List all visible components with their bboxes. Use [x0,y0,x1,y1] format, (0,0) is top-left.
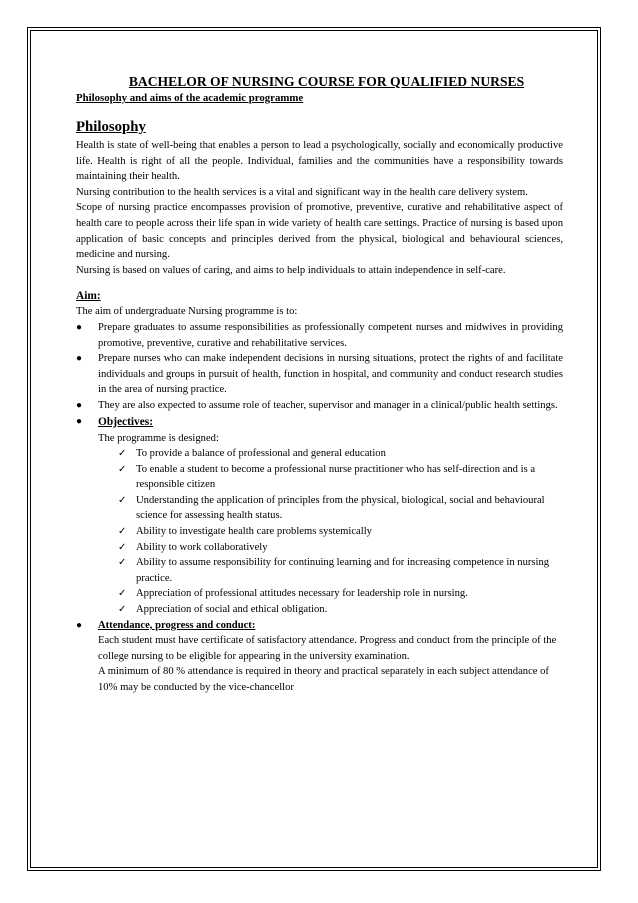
objective-text: To provide a balance of professional and general education [136,448,386,460]
aim-heading: Aim: [76,290,101,303]
objective-item [118,524,563,540]
aim-item [76,320,563,351]
attendance-paragraph: A minimum of 80 % attendance is required in theory and practical separately in each subject attendance of 10% may be conducted by the vice-chancellor [98,666,549,693]
checkmark-icon: ✓ [118,604,127,616]
objective-item [118,586,563,602]
aim-item [76,398,563,414]
aim-intro: The aim of undergraduate Nursing programme is to: [76,306,298,318]
attendance-heading: Attendance, progress and conduct: [98,619,256,631]
objective-item [118,493,563,524]
objective-text: Ability to work collaboratively [136,541,268,553]
objectives-heading: Objectives: [98,415,154,428]
philosophy-paragraph: Nursing contribution to the health services is a vital and significant way in the health care delivery system. [76,186,528,198]
document-subtitle: Philosophy and aims of the academic programme [76,92,304,104]
document-title: BACHELOR OF NURSING COURSE FOR QUALIFIED NURSES [128,74,525,89]
objective-text: Appreciation of social and ethical obligation. [136,604,328,616]
checkmark-icon: ✓ [118,494,127,506]
objective-item [118,540,563,556]
aim-item-text: They are also expected to assume role of teacher, supervisor and manager in a clinical/public health settings. [98,399,558,411]
aim-item [76,351,563,398]
objective-item [118,446,563,462]
attendance-section [76,618,563,696]
checkmark-icon: ✓ [118,526,127,538]
aim-list [76,320,563,414]
bullet-dot-icon: ● [76,619,83,631]
objectives-section [76,414,563,618]
objective-text: To enable a student to become a professional nurse practitioner who has self-direction and is a responsible citizen [136,463,536,491]
sections-list [76,414,563,696]
philosophy-heading: Philosophy [76,119,146,135]
objective-text: Understanding the application of principles from the physical, biological, social and behavioural science for assessing health status. [136,494,545,522]
checkmark-icon: ✓ [118,463,127,475]
philosophy-paragraph: Scope of nursing practice encompasses provision of promotive, preventive, curative and rehabilitative aspect of health care to people across their life span in wide variety of health care settings. Practice of nursing is based upon application of basic concepts and principles derived from the physical, biological and behavioural sciences, medicine and nursing. [76,202,563,261]
objectives-intro: The programme is designed: [98,432,219,444]
bullet-dot-icon: ● [76,353,83,365]
checkmark-icon: ✓ [118,557,127,569]
checkmark-icon: ✓ [118,541,127,553]
philosophy-paragraph: Nursing is based on values of caring, and aims to help individuals to attain independence in self-care. [76,264,506,276]
objective-item [118,602,563,618]
objective-text: Ability to investigate health care problems systemically [136,526,372,538]
objectives-list [98,446,563,618]
philosophy-paragraph: Health is state of well-being that enables a person to lead a psychologically, socially and economically productive life. Health is right of all the people. Individual, families and the communities have a responsibility towards maintaining their health. [76,140,563,183]
objective-text: Ability to assume responsibility for continuing learning and for increasing competence in nursing practice. [136,557,550,584]
document-body [76,70,563,696]
objective-text: Appreciation of professional attitudes necessary for leadership role in nursing. [136,588,468,600]
bullet-dot-icon: ● [76,321,83,333]
bullet-dot-icon: ● [76,399,83,411]
checkmark-icon: ✓ [118,448,127,460]
attendance-paragraph: Each student must have certificate of satisfactory attendance. Progress and conduct from the principle of the college nursing to be eligible for appearing in the university examination. [98,635,557,662]
objective-item [118,555,563,586]
objective-item [118,462,563,493]
aim-item-text: Prepare nurses who can make independent decisions in nursing situations, protect the rights of and facilitate individuals and groups in pursuit of health, function in hospital, and community and conduct research studies in the area of nursing practice. [98,353,563,396]
checkmark-icon: ✓ [118,588,127,600]
bullet-dot-icon: ● [76,415,83,427]
aim-item-text: Prepare graduates to assume responsibilities as professionally competent nurses and midwives in providing promotive, preventive, curative and rehabilitative services. [98,321,563,349]
